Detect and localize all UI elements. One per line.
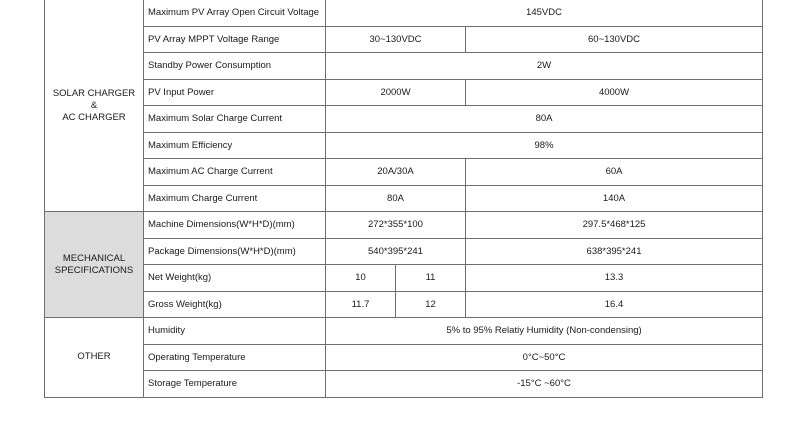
- param-label: Maximum AC Charge Current: [144, 159, 326, 186]
- section-solar-charger: [45, 0, 144, 212]
- table-row: [45, 26, 763, 53]
- table-row: [45, 0, 763, 26]
- table-row: [45, 212, 763, 239]
- table-row: [45, 344, 763, 371]
- section-other: [45, 318, 144, 398]
- value-cell: 11.7: [326, 291, 396, 318]
- param-label: Standby Power Consumption: [144, 53, 326, 80]
- param-label: PV Input Power: [144, 79, 326, 106]
- section-label: SOLAR CHARGER: [52, 87, 136, 99]
- value-cell: 16.4: [466, 291, 763, 318]
- section-label: OTHER: [77, 351, 111, 363]
- spec-table: [44, 0, 763, 398]
- value-cell: 60~130VDC: [466, 26, 763, 53]
- param-label: Maximum Solar Charge Current: [144, 106, 326, 133]
- table-row: [45, 265, 763, 292]
- section-label: MECHANICAL: [62, 252, 126, 264]
- table-row: [45, 318, 763, 345]
- param-label: Maximum Charge Current: [144, 185, 326, 212]
- section-label: SPECIFICATIONS: [54, 264, 134, 276]
- value-cell: 638*395*241: [466, 238, 763, 265]
- param-label: PV Array MPPT Voltage Range: [144, 26, 326, 53]
- table-row: [45, 132, 763, 159]
- value-cell: 80A: [326, 106, 763, 133]
- value-cell: 30~130VDC: [326, 26, 466, 53]
- value-cell: 20A/30A: [326, 159, 466, 186]
- value-cell: 11: [396, 265, 466, 292]
- value-cell: 5% to 95% Relatiy Humidity (Non-condensing): [326, 318, 763, 345]
- param-label: Humidity: [144, 318, 326, 345]
- table-row: [45, 79, 763, 106]
- value-cell: 2000W: [326, 79, 466, 106]
- table-row: [45, 53, 763, 80]
- value-cell: 145VDC: [326, 0, 763, 26]
- table-row: [45, 238, 763, 265]
- param-label: Package Dimensions(W*H*D)(mm): [144, 238, 326, 265]
- value-cell: 80A: [326, 185, 466, 212]
- value-cell: 98%: [326, 132, 763, 159]
- param-label: Maximum PV Array Open Circuit Voltage: [144, 0, 326, 26]
- section-label: &: [90, 99, 98, 111]
- value-cell: 297.5*468*125: [466, 212, 763, 239]
- param-label: Operating Temperature: [144, 344, 326, 371]
- param-label: Gross Weight(kg): [144, 291, 326, 318]
- section-mechanical-specifications: [45, 212, 144, 318]
- section-label: AC CHARGER: [62, 111, 126, 123]
- value-cell: 10: [326, 265, 396, 292]
- value-cell: 272*355*100: [326, 212, 466, 239]
- param-label: Storage Temperature: [144, 371, 326, 398]
- table-row: [45, 106, 763, 133]
- param-label: Maximum Efficiency: [144, 132, 326, 159]
- value-cell: 0°C~50°C: [326, 344, 763, 371]
- table-row: [45, 159, 763, 186]
- value-cell: 140A: [466, 185, 763, 212]
- table-row: [45, 185, 763, 212]
- value-cell: 4000W: [466, 79, 763, 106]
- value-cell: -15°C ~60°C: [326, 371, 763, 398]
- param-label: Machine Dimensions(W*H*D)(mm): [144, 212, 326, 239]
- table-row: [45, 291, 763, 318]
- param-label: Net Weight(kg): [144, 265, 326, 292]
- value-cell: 2W: [326, 53, 763, 80]
- value-cell: 13.3: [466, 265, 763, 292]
- value-cell: 540*395*241: [326, 238, 466, 265]
- table-row: [45, 371, 763, 398]
- value-cell: 12: [396, 291, 466, 318]
- value-cell: 60A: [466, 159, 763, 186]
